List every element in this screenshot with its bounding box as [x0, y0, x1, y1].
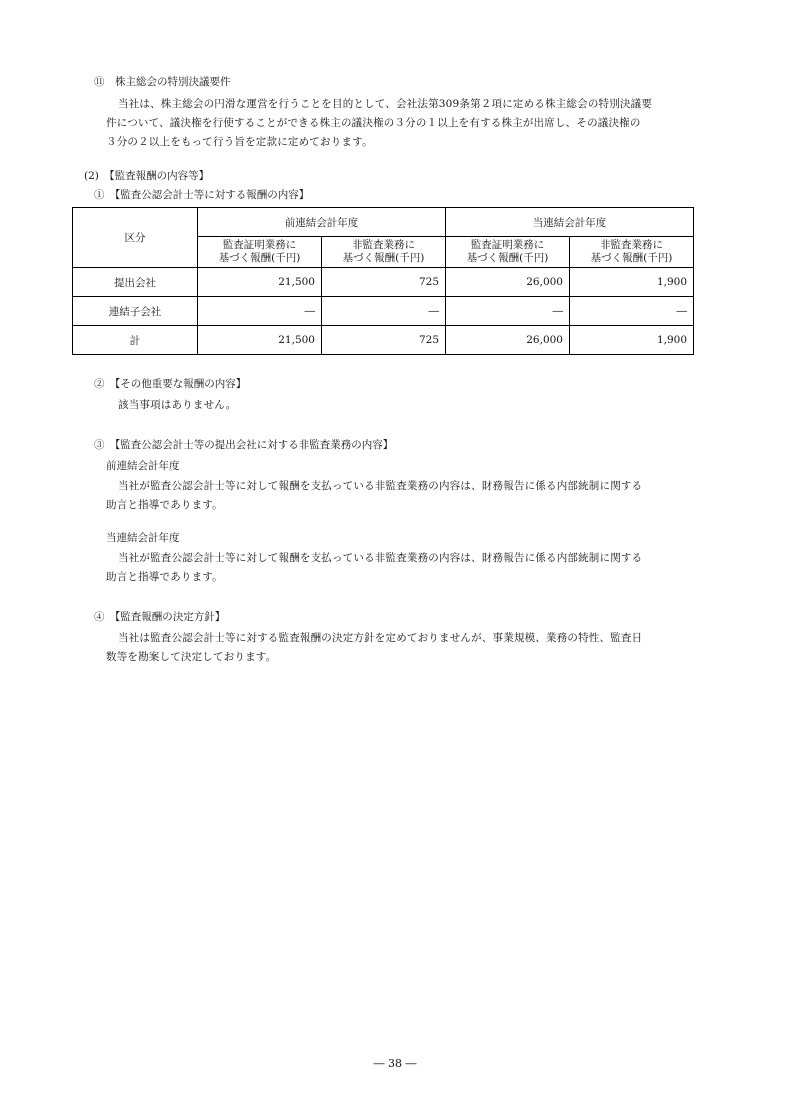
table-row — [73, 297, 694, 326]
subsection-1-heading: ① 【監査公認会計士等に対する報酬の内容】 — [94, 189, 310, 201]
subsection-4-line-1: 当社は監査公認会計士等に対する監査報酬の決定方針を定めておりませんが、事業規模、業務の特性、監査日 — [118, 632, 643, 644]
header-line: 非監査業務に — [600, 239, 663, 251]
section-11-line-2: 件について、議決権を行使することができる株主の議決権の３分の１以上を有する株主が出席し、その議決権の — [106, 117, 641, 129]
cell-value: ― — [322, 297, 446, 326]
header-prev-audit-fee — [198, 237, 322, 268]
cell-value: 21,500 — [198, 326, 322, 355]
prev-year-line-1: 当社が監査公認会計士等に対して報酬を支払っている非監査業務の内容は、財務報告に係る内部統制に関する — [118, 480, 643, 492]
prev-year-label: 前連結会計年度 — [106, 460, 180, 472]
header-line: 監査証明業務に — [470, 239, 545, 251]
curr-year-line-2: 助言と指導であります。 — [106, 571, 223, 583]
subsection-2-heading: ② 【その他重要な報酬の内容】 — [94, 378, 247, 390]
cell-value: 725 — [322, 326, 446, 355]
subsection-4-heading: ④ 【監査報酬の決定方針】 — [94, 611, 226, 623]
row-label: 連結子会社 — [73, 297, 198, 326]
page-number: ― 38 ― — [373, 1057, 417, 1070]
subsection-2-text: 該当事項はありません。 — [118, 399, 237, 411]
table-header-row — [73, 208, 694, 237]
cell-value: ― — [198, 297, 322, 326]
header-line: 基づく報酬(千円) — [590, 252, 673, 264]
header-line: 基づく報酬(千円) — [342, 252, 425, 264]
section-2-heading: (2) 【監査報酬の内容等】 — [84, 170, 210, 182]
prev-year-line-2: 助言と指導であります。 — [106, 499, 223, 511]
cell-value: ― — [446, 297, 570, 326]
header-curr-nonaudit-fee — [570, 237, 694, 268]
audit-fee-table — [72, 207, 694, 355]
section-11-line-1: 当社は、株主総会の円滑な運営を行うことを目的として、会社法第309条第２項に定める株主総会の特別決議要 — [118, 98, 653, 110]
header-line: 基づく報酬(千円) — [218, 252, 301, 264]
table-row — [73, 268, 694, 297]
header-kubun: 区分 — [73, 208, 198, 268]
header-curr-year: 当連結会計年度 — [446, 208, 694, 237]
header-curr-audit-fee — [446, 237, 570, 268]
cell-value: 1,900 — [570, 326, 694, 355]
subsection-3-heading: ③ 【監査公認会計士等の提出会社に対する非監査業務の内容】 — [94, 439, 394, 451]
header-prev-year: 前連結会計年度 — [198, 208, 446, 237]
header-line: 監査証明業務に — [222, 239, 297, 251]
row-label: 提出会社 — [73, 268, 198, 297]
curr-year-label: 当連結会計年度 — [106, 532, 180, 544]
section-11-heading: ⑪ 株主総会の特別決議要件 — [94, 76, 231, 88]
cell-value: ― — [570, 297, 694, 326]
header-line: 基づく報酬(千円) — [466, 252, 549, 264]
curr-year-line-1: 当社が監査公認会計士等に対して報酬を支払っている非監査業務の内容は、財務報告に係る内部統制に関する — [118, 552, 643, 564]
cell-value: 1,900 — [570, 268, 694, 297]
cell-value: 725 — [322, 268, 446, 297]
header-prev-nonaudit-fee — [322, 237, 446, 268]
header-line: 非監査業務に — [352, 239, 415, 251]
table-row — [73, 326, 694, 355]
cell-value: 26,000 — [446, 268, 570, 297]
cell-value: 21,500 — [198, 268, 322, 297]
subsection-4-line-2: 数等を勘案して決定しております。 — [106, 651, 277, 663]
row-label: 計 — [73, 326, 198, 355]
cell-value: 26,000 — [446, 326, 570, 355]
section-11-line-3: ３分の２以上をもって行う旨を定款に定めております。 — [106, 136, 373, 148]
